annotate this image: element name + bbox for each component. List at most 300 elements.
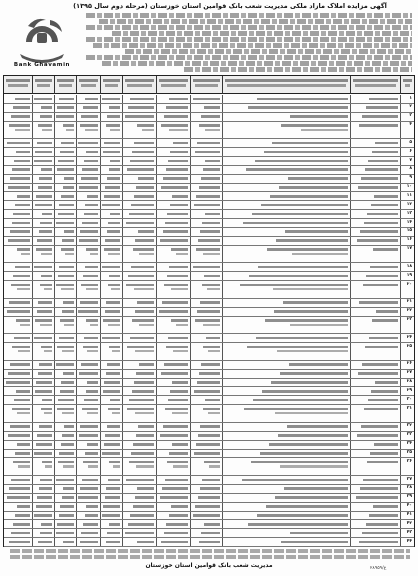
table-cell [350,157,400,165]
table-cell [222,201,350,209]
table-cell [76,343,100,360]
cell-text [205,160,220,163]
table-cell [100,192,122,200]
table-cell [4,476,32,484]
table-cell [222,458,350,475]
cell-text [88,465,98,467]
table-row [4,157,414,166]
table-cell [400,520,414,528]
intro-line [99,19,412,24]
header-text [159,79,188,82]
cell-text [126,284,154,287]
cell-text [14,160,30,163]
cell-text [84,213,98,216]
cell-text [138,177,154,180]
cell-text [358,186,399,189]
footer-note-line [10,555,410,559]
table-cell [76,272,100,280]
table-cell [122,432,156,440]
table-cell [122,494,156,502]
cell-text [58,399,74,402]
table-cell [350,503,400,511]
header-text [161,84,186,87]
table-cell [400,529,414,537]
table-cell [400,361,414,369]
cell-text [34,160,52,163]
table-cell [122,379,156,387]
cell-text [135,496,154,499]
intro-line [93,43,412,48]
table-cell [100,317,122,334]
table-cell [190,379,222,387]
table-cell [76,379,100,387]
table-cell [156,104,190,112]
cell-text [65,253,74,255]
cell-text [166,168,188,171]
table-cell [350,299,400,307]
cell-text [133,505,154,508]
cell-text [15,129,30,131]
table-cell [156,405,190,422]
table-cell [190,228,222,236]
table-cell [190,520,222,528]
table-cell [400,432,414,440]
table-cell [156,175,190,183]
cell-text [171,505,188,508]
table-cell [76,512,100,520]
table-cell [222,343,350,360]
cell-text [83,346,98,349]
cell-text [367,213,398,216]
cell-text [36,381,52,384]
table-cell [156,263,190,271]
table-cell [4,520,32,528]
table-cell [350,432,400,440]
cell-text [107,230,120,233]
table-cell [122,228,156,236]
table-cell [190,441,222,449]
cell-text [362,115,398,118]
row-number: ۱۱ [406,192,412,198]
table-cell [222,175,350,183]
cell-text [18,350,30,352]
table-cell [190,423,222,431]
table-cell [4,494,32,502]
table-cell [76,246,100,263]
table-cell [190,512,222,520]
header-cell [32,76,54,94]
header-text [35,79,52,82]
cell-text [161,541,188,544]
table-cell [4,370,32,378]
cell-text [104,142,120,145]
cell-text [173,350,188,352]
cell-text [139,253,154,255]
table-cell [400,396,414,404]
table-cell [76,529,100,537]
row-number: ۳۴ [406,441,412,447]
table-cell [400,317,414,334]
cell-text [34,514,52,517]
cell-text [78,496,98,499]
cell-text [135,239,154,242]
cell-text [103,390,120,393]
cell-text [41,168,52,171]
table-cell [32,343,54,360]
table-cell [222,512,350,520]
cell-text [165,479,188,482]
cell-text [104,248,121,251]
cell-text [45,465,52,467]
table-row [4,237,414,246]
table-cell [400,423,414,431]
table-cell [76,458,100,475]
header-text [405,84,410,87]
cell-text [104,195,120,198]
cell-text [196,248,220,251]
cell-text [82,408,98,411]
cell-text [206,337,220,340]
cell-text [281,541,348,544]
table-cell [190,361,222,369]
table-row [4,361,414,370]
table-row [4,520,414,529]
table-row [4,210,414,219]
table-cell [32,272,54,280]
table-cell [32,405,54,422]
table-cell [400,192,414,200]
table-cell [4,122,32,139]
table-cell [100,529,122,537]
table-row [4,175,414,184]
table-cell [4,228,32,236]
cell-text [37,496,52,499]
cell-text [17,248,30,251]
table-cell [222,396,350,404]
table-cell [54,379,76,387]
cell-text [8,239,30,242]
cell-text [112,350,120,352]
cell-text [128,523,154,526]
cell-text [376,310,399,313]
cell-text [41,253,52,255]
cell-text [208,350,220,352]
header-text [193,79,220,82]
table-cell [4,458,32,475]
table-cell [76,263,100,271]
table-cell [76,104,100,112]
cell-text [171,288,188,290]
cell-text [106,124,120,127]
table-cell [122,370,156,378]
property-table [3,75,415,547]
cell-text [84,160,98,163]
cell-text [135,310,154,313]
cell-text [58,275,75,278]
cell-text [83,106,98,109]
table-cell [350,184,400,192]
table-cell [100,166,122,174]
cell-text [373,248,398,251]
cell-text [8,372,30,375]
row-number: ۲۸ [406,379,412,385]
cell-text [161,124,188,127]
table-cell [122,317,156,334]
row-number: ۲۱ [406,299,412,305]
table-row [4,317,414,335]
row-number: ۱۰ [406,184,412,190]
row-number: ۲ [409,104,412,110]
cell-text [17,195,30,198]
table-row [4,387,414,396]
cell-text [81,532,98,535]
cell-text [130,514,154,517]
cell-text [80,425,98,428]
table-cell [76,299,100,307]
table-cell [100,210,122,218]
cell-text [128,275,154,278]
cell-text [280,372,348,375]
intro-paragraph [86,13,412,73]
table-cell [350,219,400,227]
cell-text [125,115,154,118]
table-cell [4,166,32,174]
cell-text [41,408,52,411]
table-cell [122,95,156,103]
cell-text [83,275,98,278]
table-cell [156,210,190,218]
cell-text [79,239,98,242]
cell-text [246,168,348,171]
cell-text [196,443,220,446]
table-body [4,95,414,547]
header-cell [190,76,222,94]
cell-text [16,390,30,393]
table-cell [122,343,156,360]
table-row [4,219,414,228]
cell-text [136,372,154,375]
cell-text [41,346,52,349]
cell-text [42,399,52,402]
table-cell [54,237,76,245]
table-cell [122,263,156,271]
cell-text [193,514,220,517]
cell-text [164,115,188,118]
cell-text [128,106,154,109]
table-cell [4,219,32,227]
table-cell [76,113,100,121]
cell-text [292,253,348,255]
table-cell [100,175,122,183]
table-cell [350,512,400,520]
cell-text [356,496,398,499]
table-cell [122,529,156,537]
table-cell [222,281,350,298]
table-cell [222,210,350,218]
table-cell [32,512,54,520]
table-cell [156,520,190,528]
cell-text [247,346,348,349]
table-cell [122,166,156,174]
cell-text [253,399,348,402]
cell-text [134,381,154,384]
cell-text [15,514,30,517]
table-cell [222,494,350,502]
cell-text [41,106,52,109]
table-cell [190,148,222,156]
table-cell [76,520,100,528]
table-cell [4,192,32,200]
cell-text [369,98,398,101]
cell-text [139,324,154,326]
table-cell [400,538,414,546]
cell-text [170,390,188,393]
cell-text [131,452,154,455]
table-cell [100,246,122,263]
table-cell [190,485,222,493]
cell-text [86,151,98,154]
table-cell [32,246,54,263]
header-text [37,84,50,87]
intro-line [86,25,412,30]
cell-text [35,390,52,393]
cell-text [168,337,188,340]
cell-text [17,288,30,290]
cell-text [275,412,348,414]
header-cell [76,76,100,94]
table-cell [100,139,122,147]
cell-text [56,115,74,118]
table-cell [100,104,122,112]
cell-text [202,479,220,482]
table-cell [190,503,222,511]
cell-text [129,399,154,402]
cell-text [80,487,98,490]
cell-text [107,425,120,428]
cell-text [106,487,120,490]
table-cell [4,379,32,387]
table-cell [76,210,100,218]
row-number: ۳۷ [406,476,412,482]
table-cell [156,494,190,502]
table-cell [54,122,76,139]
table-cell [122,122,156,139]
table-cell [222,192,350,200]
table-cell [54,494,76,502]
table-cell [156,184,190,192]
table-row [4,423,414,432]
cell-text [58,461,74,464]
table-cell [76,228,100,236]
cell-text [37,310,52,313]
table-cell [222,139,350,147]
cell-text [59,514,74,517]
cell-text [132,151,154,154]
cell-text [360,230,398,233]
cell-text [109,168,120,171]
table-cell [156,334,190,342]
table-cell [100,122,122,139]
cell-text [9,301,30,304]
header-text [57,79,74,82]
table-row [4,184,414,193]
table-cell [122,299,156,307]
cell-text [204,275,220,278]
cell-text [208,412,220,414]
cell-text [63,186,74,189]
table-cell [76,122,100,139]
table-cell [54,387,76,395]
cell-text [105,239,120,242]
cell-text [131,204,154,207]
cell-text [198,239,220,242]
cell-text [44,350,52,352]
cell-text [127,346,154,349]
table-cell [32,361,54,369]
table-cell [100,387,122,395]
cell-text [59,98,74,101]
table-cell [122,104,156,112]
table-cell [54,512,76,520]
cell-text [194,452,220,455]
cell-text [62,412,74,414]
intro-line [86,55,412,60]
cell-text [13,461,30,464]
cell-text [39,230,52,233]
header-text [227,84,346,87]
table-cell [222,263,350,271]
table-cell [222,432,350,440]
table-cell [156,237,190,245]
header-cell [156,76,190,94]
table-cell [122,148,156,156]
table-cell [4,512,32,520]
table-cell [32,485,54,493]
table-cell [76,148,100,156]
cell-text [134,142,154,145]
cell-text [12,168,30,171]
cell-text [102,452,120,455]
cell-text [87,381,98,384]
cell-text [198,434,220,437]
table-cell [350,210,400,218]
cell-text [285,230,348,233]
cell-text [18,465,30,467]
row-number: ۳۱ [406,405,412,411]
table-cell [122,450,156,458]
table-cell [156,122,190,139]
table-cell [32,432,54,440]
cell-text [111,288,120,290]
row-number: ۴۲ [406,520,412,526]
cell-text [39,487,52,490]
row-number: ۲۴ [406,334,412,340]
cell-text [41,275,52,278]
table-cell [400,512,414,520]
cell-text [37,142,52,145]
table-cell [350,148,400,156]
intro-line [112,31,412,36]
table-row [4,441,414,450]
cell-text [78,310,98,313]
table-cell [350,175,400,183]
cell-text [7,496,30,499]
table-cell [400,184,414,192]
cell-text [194,390,220,393]
table-cell [100,396,122,404]
table-cell [222,219,350,227]
table-cell [4,387,32,395]
